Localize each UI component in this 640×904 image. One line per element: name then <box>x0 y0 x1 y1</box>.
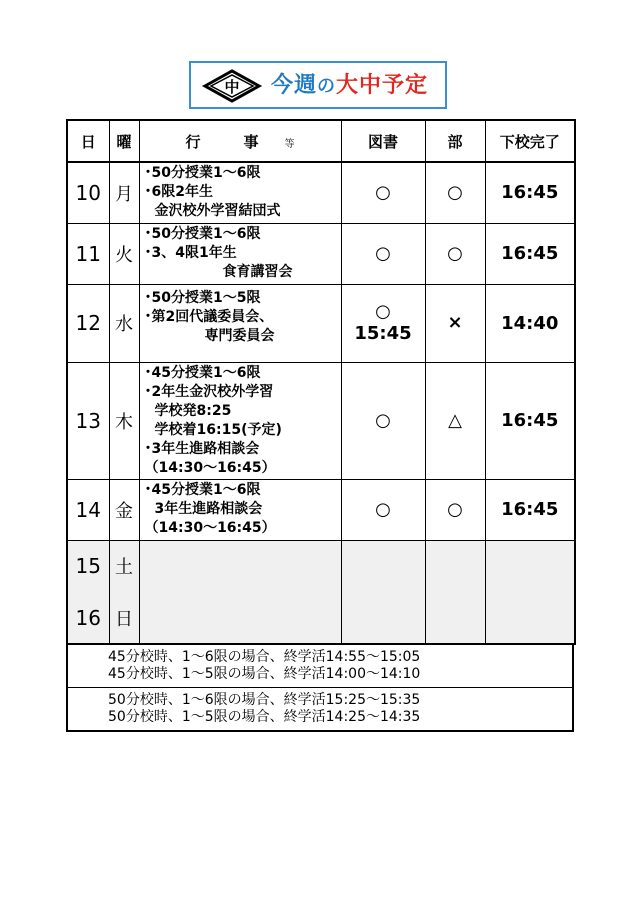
club-cell: ○ <box>425 223 485 284</box>
event-line: 金沢校外学習結団式 <box>154 203 281 220</box>
note-block-50 <box>68 687 572 730</box>
weekend-row <box>67 540 575 592</box>
library-cell: ○ <box>341 479 425 540</box>
day-cell: 14 <box>67 479 109 540</box>
table-row <box>67 223 575 284</box>
event-line: 学校発8:25 <box>154 402 232 419</box>
header-event-suffix: 等 <box>284 138 295 150</box>
event-cell <box>139 162 341 223</box>
day-cell: 12 <box>67 284 109 362</box>
weekend-dismissal-cell <box>485 540 575 644</box>
dow-cell: 金 <box>109 479 139 540</box>
dismissal-cell: 14:40 <box>485 284 575 362</box>
library-cell: ○ <box>341 162 425 223</box>
header-club: 部 <box>425 120 485 162</box>
event-line: ･第2回代議委員会、 <box>144 308 274 325</box>
note-block-45 <box>68 645 572 687</box>
note-line: 45分校時、1～6限の場合、終学活14:55～15:05 <box>108 649 421 665</box>
dismissal-cell: 16:45 <box>485 479 575 540</box>
event-line: ･6限2年生 <box>144 184 213 201</box>
event-line: ･50分授業1～6限 <box>144 165 261 182</box>
dow-cell: 火 <box>109 223 139 284</box>
dow-cell: 土 <box>109 540 139 592</box>
event-spacer <box>145 346 341 358</box>
day-cell: 10 <box>67 162 109 223</box>
event-line: （14:30～16:45） <box>144 520 276 536</box>
event-cell <box>139 479 341 540</box>
event-line: ･2年生金沢校外学習 <box>144 383 274 400</box>
dow-cell: 水 <box>109 284 139 362</box>
dow-cell: 木 <box>109 362 139 479</box>
club-cell: ○ <box>425 162 485 223</box>
day-cell: 13 <box>67 362 109 479</box>
dow-cell: 日 <box>109 592 139 644</box>
note-line: 50分校時、1～6限の場合、終学活15:25～15:35 <box>108 692 421 708</box>
header-library: 図書 <box>341 120 425 162</box>
school-logo-icon <box>201 68 263 104</box>
event-line: ･3、4限1年生 <box>144 245 237 261</box>
note-line: 50分校時、1～5限の場合、終学活14:25～14:35 <box>108 709 421 725</box>
weekend-library-cell <box>341 540 425 644</box>
page-title <box>271 71 428 102</box>
day-cell: 16 <box>67 592 109 644</box>
table-row <box>67 284 575 362</box>
event-cell <box>139 223 341 284</box>
event-line: 食育講習会 <box>222 264 293 280</box>
weekly-schedule-table <box>66 119 576 645</box>
event-cell <box>139 284 341 362</box>
library-cell <box>341 284 425 362</box>
title-banner <box>189 61 447 109</box>
dismissal-notes <box>66 645 574 732</box>
header-event-label: 行 事 <box>185 132 273 151</box>
header-dow: 曜 <box>109 120 139 162</box>
library-mark: ○ <box>375 301 391 322</box>
dismissal-cell: 16:45 <box>485 223 575 284</box>
weekend-club-cell <box>425 540 485 644</box>
header-row <box>67 120 575 162</box>
logo-char: 中 <box>224 78 240 96</box>
title-part2: の <box>317 76 337 97</box>
header-dismissal: 下校完了 <box>485 120 575 162</box>
event-line: 専門委員会 <box>204 327 275 344</box>
table-row <box>67 162 575 223</box>
table-row <box>67 362 575 479</box>
title-part3: 大中予定 <box>336 73 429 98</box>
library-cell: ○ <box>341 223 425 284</box>
club-cell: △ <box>425 362 485 479</box>
title-part1: 今週 <box>271 73 318 98</box>
club-cell: ○ <box>425 479 485 540</box>
table-row <box>67 479 575 540</box>
event-line: 3年生進路相談会 <box>154 501 263 517</box>
note-line: 45分校時、1～5限の場合、終学活14:00～14:10 <box>108 666 421 682</box>
event-cell <box>139 362 341 479</box>
event-line: ･50分授業1～6限 <box>144 226 261 242</box>
event-line: 学校着16:15(予定) <box>154 421 282 438</box>
event-line: ･45分授業1～6限 <box>144 482 261 498</box>
event-line: （14:30～16:45） <box>144 459 276 476</box>
event-line: ･45分授業1～6限 <box>144 364 261 381</box>
dismissal-cell: 16:45 <box>485 362 575 479</box>
club-cell: × <box>425 284 485 362</box>
library-cell: ○ <box>341 362 425 479</box>
day-cell: 15 <box>67 540 109 592</box>
library-time: 15:45 <box>354 323 412 344</box>
header-event <box>139 120 341 162</box>
dismissal-cell: 16:45 <box>485 162 575 223</box>
weekend-event-cell <box>139 540 341 644</box>
day-cell: 11 <box>67 223 109 284</box>
event-line: ･50分授業1～5限 <box>144 289 261 306</box>
event-line: ･3年生進路相談会 <box>144 440 260 457</box>
dow-cell: 月 <box>109 162 139 223</box>
header-day: 日 <box>67 120 109 162</box>
